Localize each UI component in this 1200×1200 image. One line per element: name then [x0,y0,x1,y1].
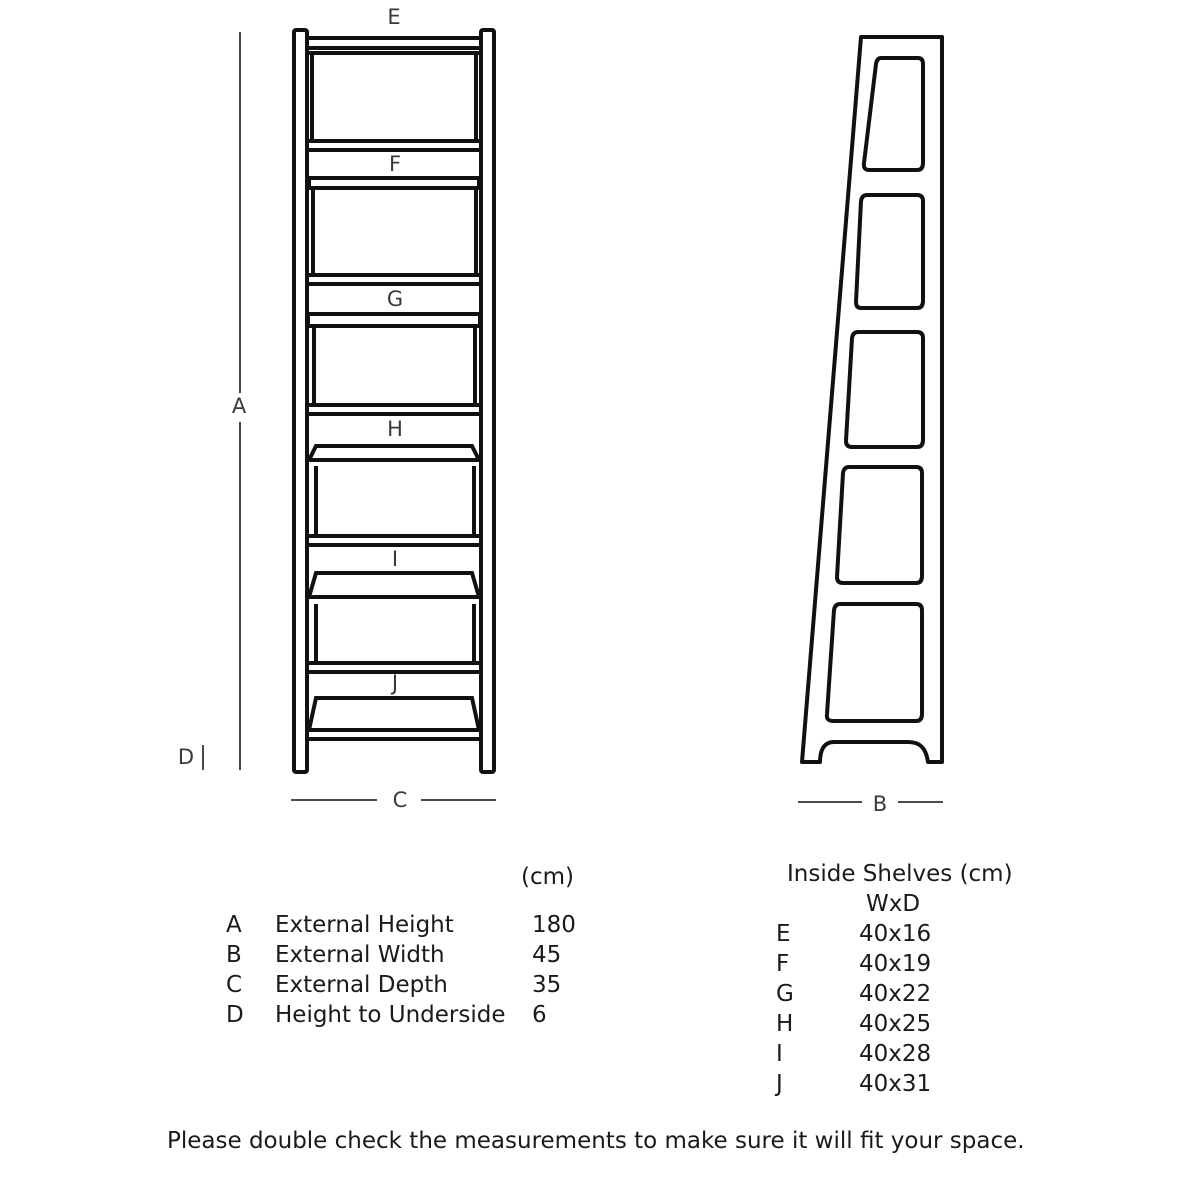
shelf-size: 40x25 [859,1011,932,1037]
inside-shelves-values [859,919,931,1099]
side-compartment-1 [864,58,923,170]
shelf-key: J [776,1071,783,1097]
side-compartment-4 [837,467,922,583]
front-view [294,30,494,772]
shelf-size: 40x31 [859,1071,932,1097]
side-compartment-5 [827,604,922,721]
dimensions-values [532,910,576,1030]
dimension-key: B [226,942,242,968]
dimension-name: External Width [275,942,445,968]
shelf-size: 40x16 [859,921,932,947]
dimensions-unit-header: (cm) [521,864,574,890]
dimension-value: 45 [532,942,562,968]
shelf-label-j: J [391,671,399,695]
side-compartment-3 [846,332,923,447]
dimension-key: A [226,912,242,938]
dimension-name: External Depth [275,972,448,998]
dimension-key: C [226,972,243,998]
dimension-name: External Height [275,912,454,938]
shelf-key: G [776,981,794,1007]
shelf-label-f: F [388,152,402,176]
shelf-key: F [776,951,790,977]
shelf-key: E [776,921,791,947]
shelf-key: H [776,1011,794,1037]
inside-shelves-title: Inside Shelves (cm) [787,861,1013,887]
dimensions-names [275,910,505,1030]
depth-label: C [392,788,408,812]
left-post [294,30,307,772]
shelf-label-g: G [386,287,404,311]
dimension-value: 35 [532,972,562,998]
shelf-size: 40x19 [859,951,932,977]
shelf-label-i: I [391,547,399,571]
inside-shelves-keys [776,919,794,1099]
dimension-name: Height to Underside [275,1002,506,1028]
front-shelf-labels [387,5,403,695]
shelf-key: I [776,1041,783,1067]
shelf-label-h: H [387,417,403,441]
dimension-value: 180 [532,912,576,938]
shelf-label-e: E [387,5,401,29]
dimension-key: D [226,1002,244,1028]
dimensions-keys [226,910,246,1030]
height-label: A [231,394,247,418]
underside-label: D [177,745,195,769]
width-label: B [872,792,888,816]
side-view [802,37,942,762]
shelf-size: 40x28 [859,1041,932,1067]
shelf-size: 40x22 [859,981,932,1007]
inside-shelves-subtitle: WxD [866,891,921,917]
footer-note: Please double check the measurements to make sure it will fit your space. [167,1128,1025,1154]
dimension-value: 6 [532,1002,547,1028]
side-compartment-2 [856,195,923,308]
right-post [481,30,494,772]
